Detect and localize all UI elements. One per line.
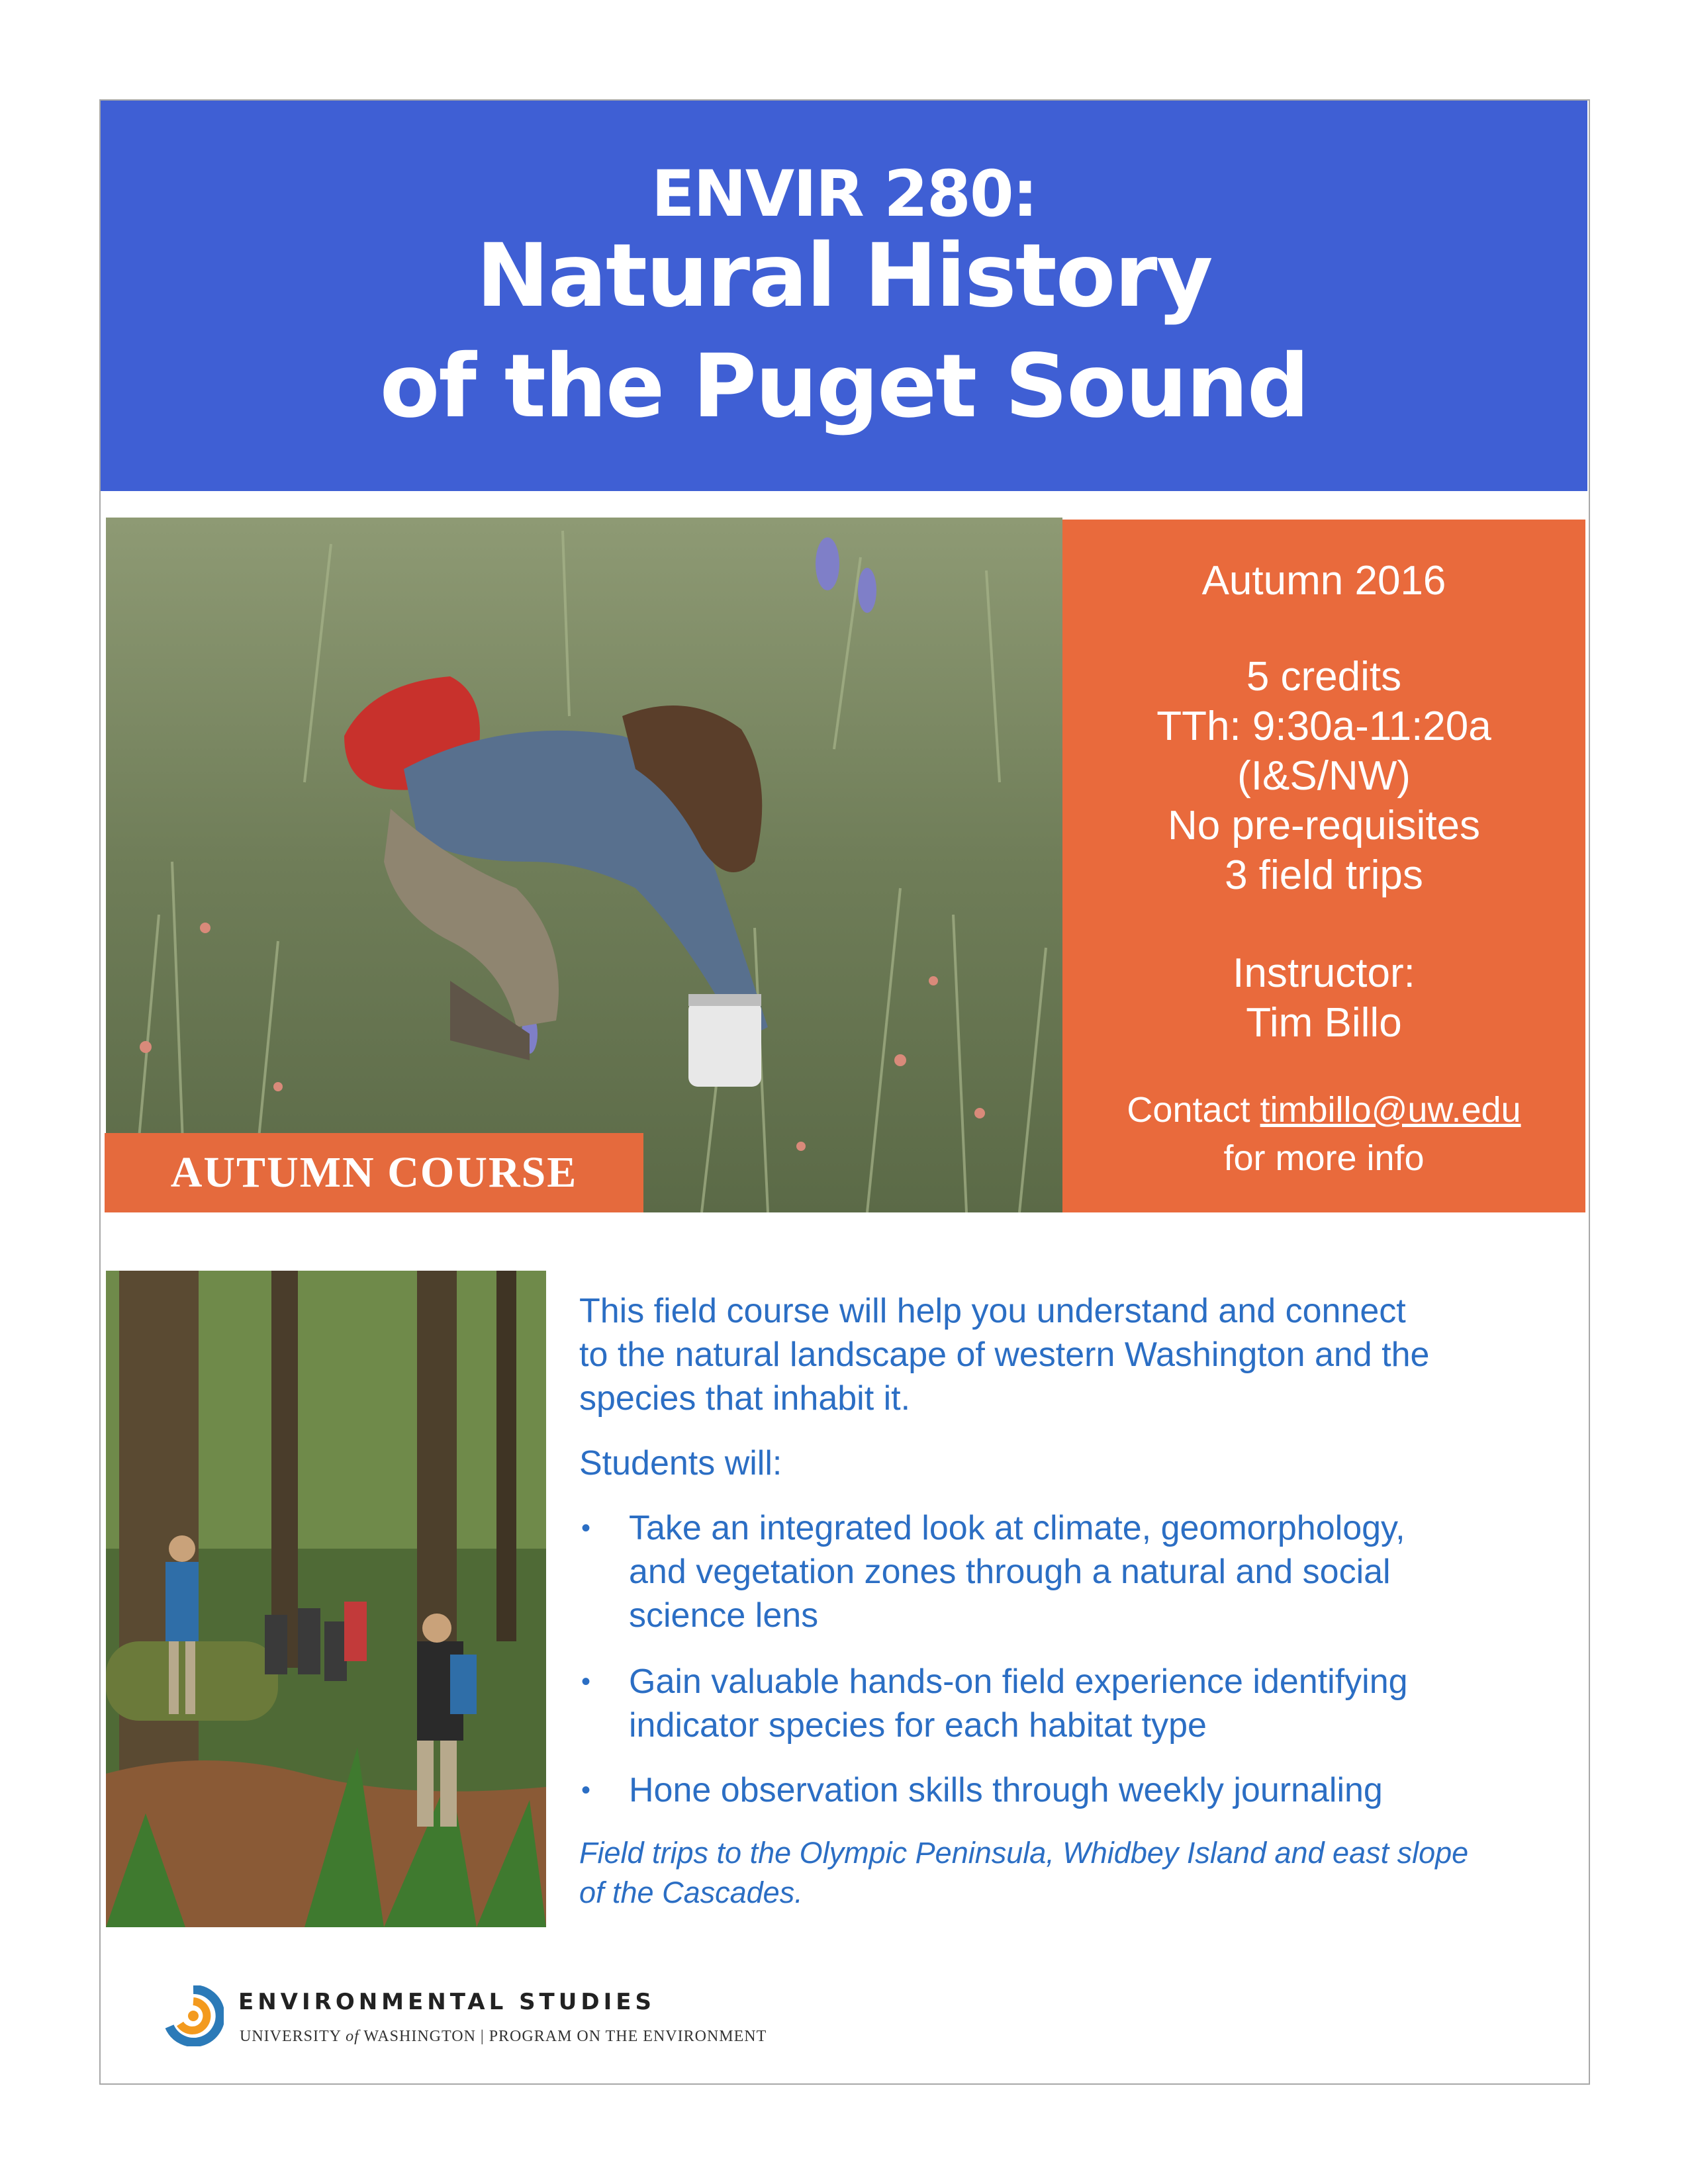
prerequisites: No pre-requisites <box>1167 803 1481 848</box>
org-sub-university: UNIVERSITY <box>240 2028 346 2045</box>
bullet-3-line-1: Hone observation skills through weekly journaling <box>629 1771 1383 1809</box>
bullet-1-line-2: and vegetation zones through a natural and social <box>629 1553 1391 1591</box>
course-title-line-1: Natural History <box>476 225 1212 327</box>
area: (I&S/NW) <box>1237 753 1411 799</box>
course-details-panel <box>1062 520 1585 1212</box>
bullet-1-line-1: Take an integrated look at climate, geomorphology, <box>629 1509 1405 1547</box>
schedule: TTh: 9:30a-11:20a <box>1156 704 1491 749</box>
header-banner <box>101 101 1587 491</box>
org-subtitle <box>240 2028 767 2046</box>
instructor-name: Tim Billo <box>1246 1000 1402 1046</box>
instructor-label: Instructor: <box>1233 950 1415 996</box>
course-title-line-2: of the Puget Sound <box>379 336 1309 437</box>
description-line-2: to the natural landscape of western Washington and the <box>579 1336 1430 1374</box>
bullet-2-line-1: Gain valuable hands-on field experience identifying <box>629 1662 1408 1701</box>
students-will-heading: Students will: <box>579 1444 782 1482</box>
credits: 5 credits <box>1246 654 1402 700</box>
org-name: ENVIRONMENTAL STUDIES <box>238 1989 655 2015</box>
bullet-marker: • <box>581 1667 591 1696</box>
autumn-course-banner: AUTUMN COURSE <box>105 1133 643 1212</box>
contact-suffix: for more info <box>1223 1138 1425 1178</box>
bullet-2-line-2: indicator species for each habitat type <box>629 1706 1207 1745</box>
org-sub-of: of <box>346 2028 359 2045</box>
bullet-marker: • <box>581 1514 591 1543</box>
term: Autumn 2016 <box>1201 558 1446 604</box>
environmental-studies-logo <box>163 1985 224 2046</box>
bullet-1-line-3: science lens <box>629 1596 819 1635</box>
field-trips-note-line-2: of the Cascades. <box>579 1876 803 1909</box>
contact-line <box>1062 1085 1585 1135</box>
contact-prefix: Contact <box>1127 1090 1250 1130</box>
description-line-3: species that inhabit it. <box>579 1379 911 1418</box>
contact-email-link[interactable]: timbillo@uw.edu <box>1260 1090 1521 1130</box>
description-line-1: This field course will help you understand and connect <box>579 1292 1406 1330</box>
org-sub-program: WASHINGTON | PROGRAM ON THE ENVIRONMENT <box>359 2028 767 2045</box>
bullet-marker: • <box>581 1776 591 1805</box>
field-trips-note-line-1: Field trips to the Olympic Peninsula, Whidbey Island and east slope <box>579 1836 1469 1870</box>
field-trips-count: 3 field trips <box>1225 852 1423 898</box>
forest-photo <box>106 1271 546 1927</box>
meadow-photo <box>106 518 1062 1212</box>
course-code: ENVIR 280: <box>651 157 1037 231</box>
